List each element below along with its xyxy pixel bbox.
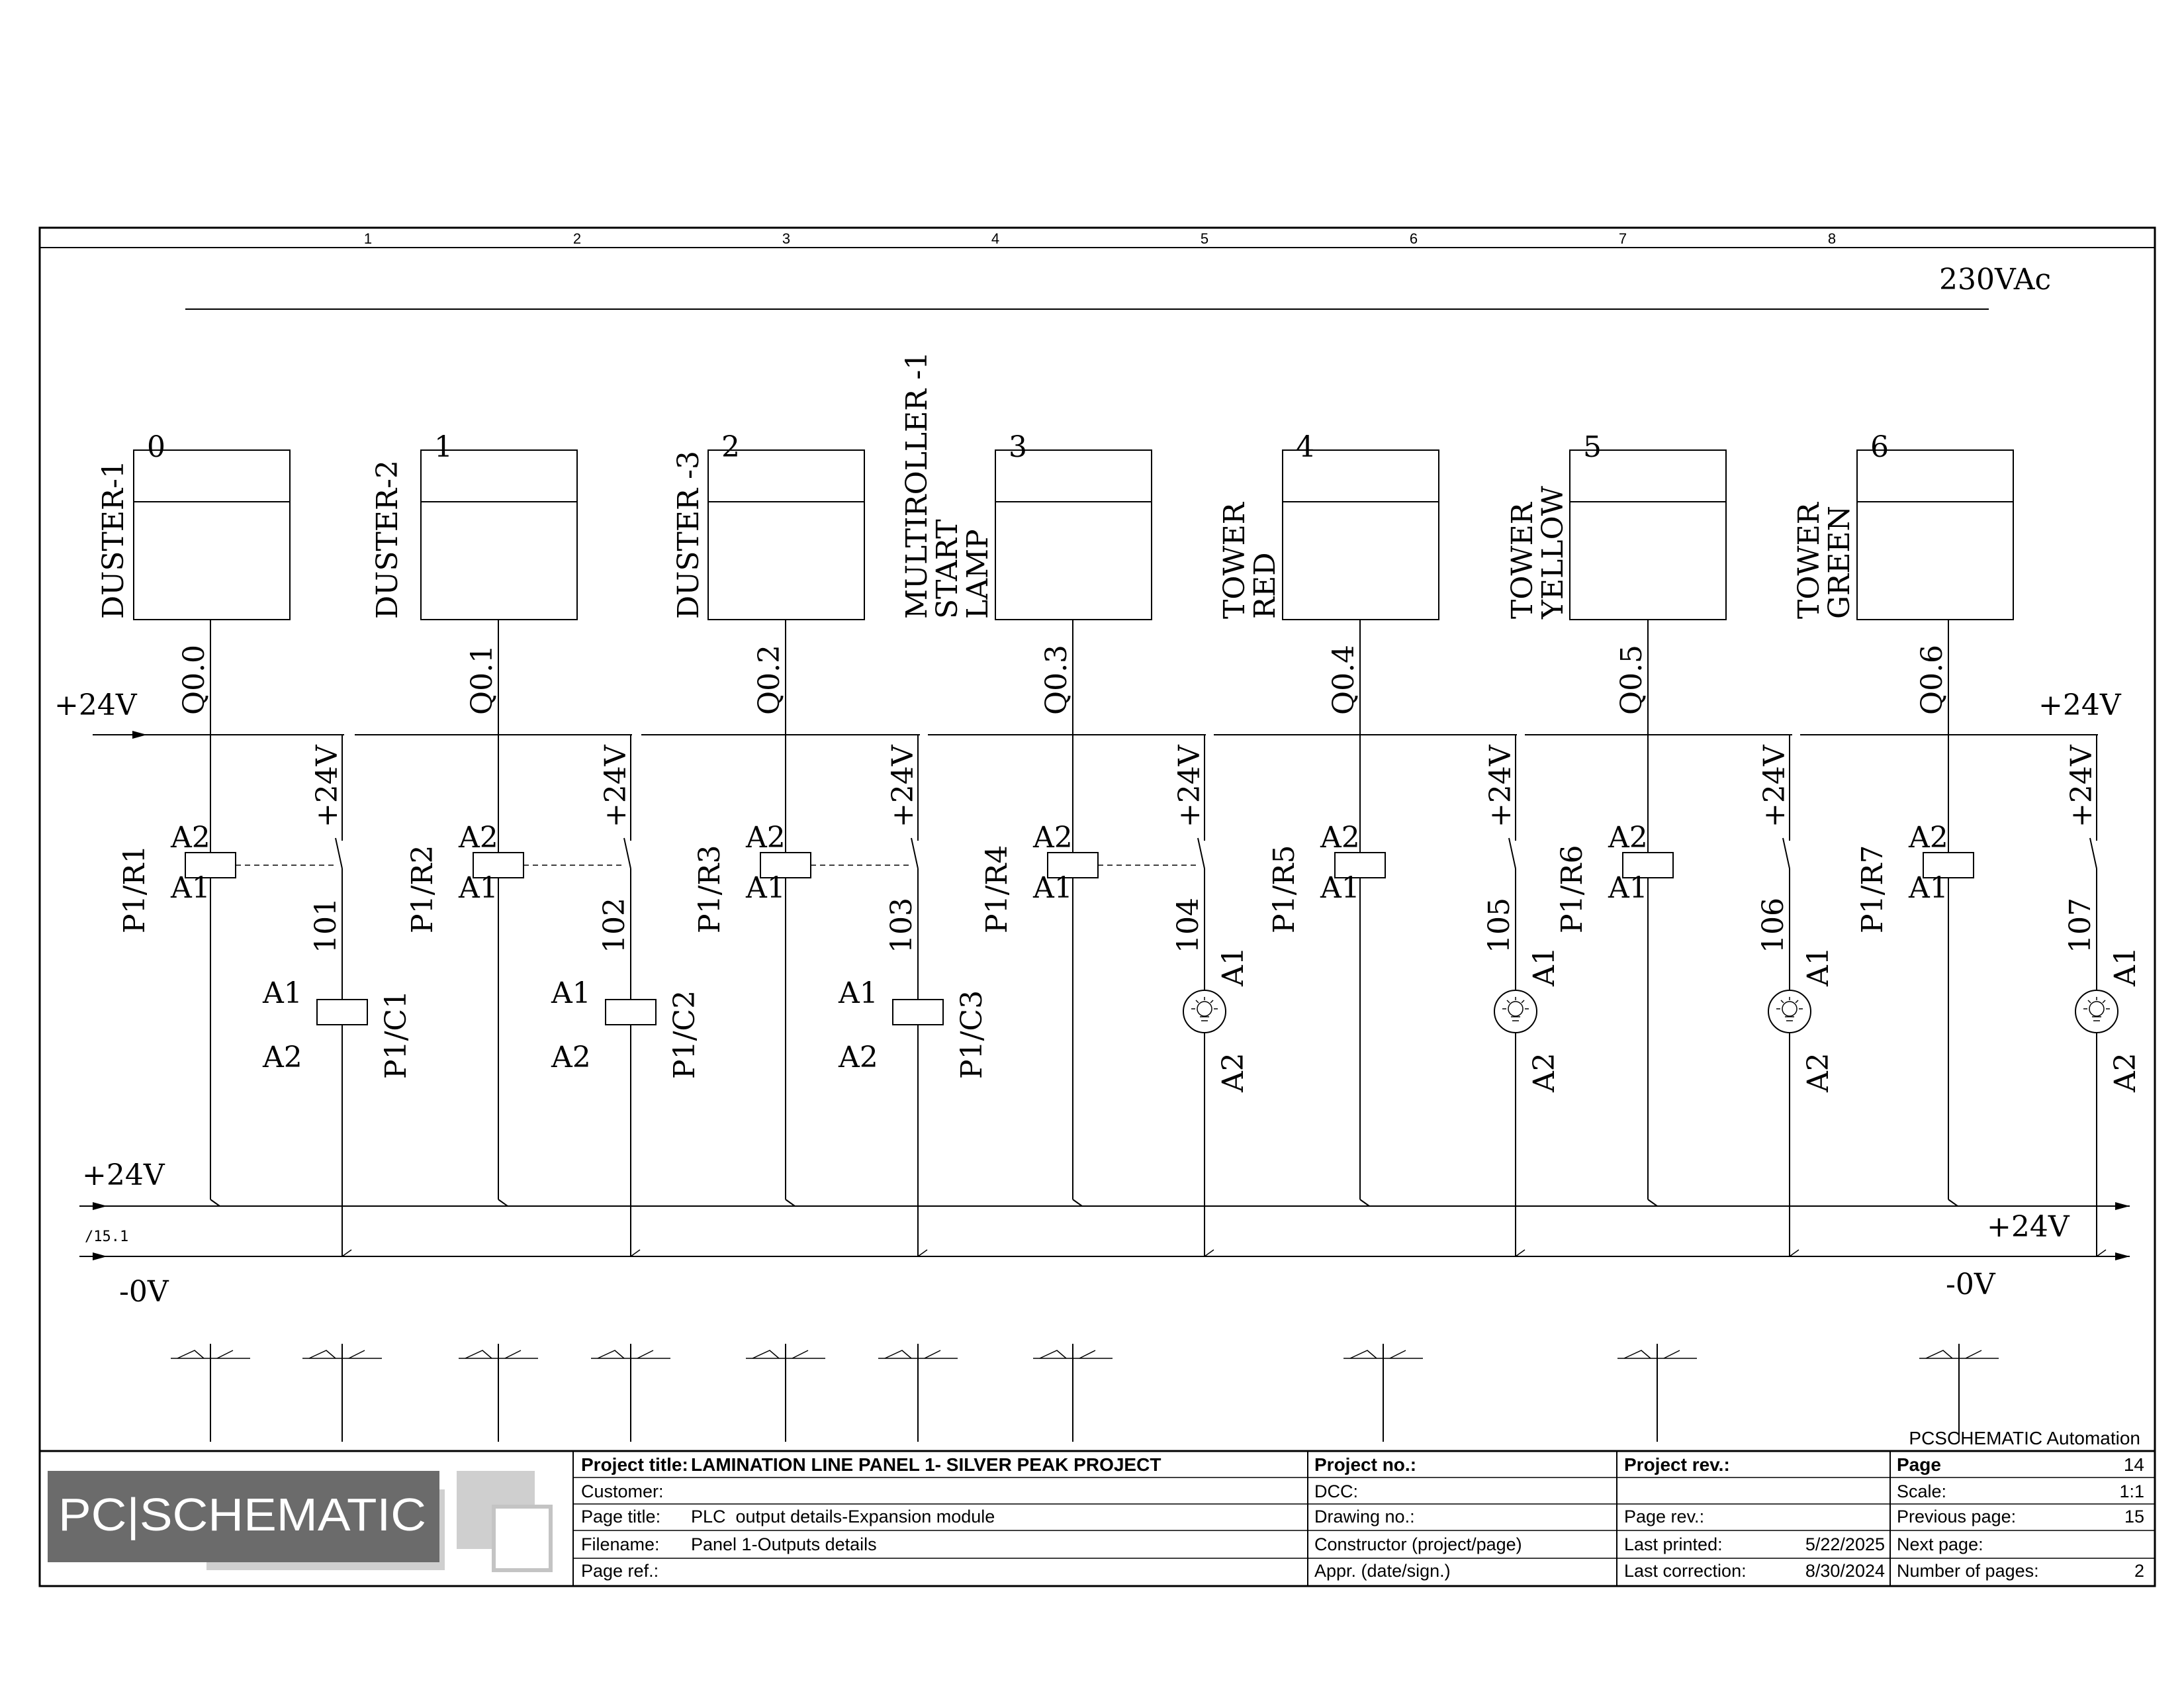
output-name: TOWER [1506,502,1539,619]
output-number: 6 [1870,430,1889,464]
contact-wire-number: 107 [2064,898,2097,953]
relay-tag: P1/R6 [1555,845,1589,933]
terminal-a2: A2 [459,821,498,855]
contactor-coil [893,1000,943,1025]
indicator-lamp-icon [2075,990,2118,1033]
relay-tag: P1/R4 [980,845,1014,933]
contact-wire-number: 101 [309,898,343,953]
column-number: 7 [1618,230,1627,247]
terminal-a2: A2 [1608,821,1648,855]
plus24-rail-label-right: +24V [1987,1210,2070,1244]
contactor-a1: A1 [551,976,591,1010]
column-number: 6 [1409,230,1418,247]
page-title-label: Page title: [581,1507,661,1526]
output-address: Q0.5 [1615,644,1649,715]
contactor-tag: P1/C3 [955,990,989,1079]
output-module-box [995,450,1152,620]
bus-label-right: +24V [2038,688,2121,722]
column-number: 1 [363,230,373,247]
column-number: 5 [1200,230,1209,247]
lamp-a2: A2 [2109,1053,2142,1092]
lamp-a2: A2 [1216,1053,1250,1092]
page-rev-label: Page rev.: [1624,1507,1705,1526]
relay-tag: P1/R3 [693,845,727,933]
relay-contact [1783,838,1790,868]
project-rev-label: Project rev.: [1624,1454,1730,1475]
rail-tap [918,1250,927,1256]
dcc-label: DCC: [1314,1481,1358,1501]
rail-tap [498,1199,508,1206]
contact-mirror-symbol [1033,1344,1113,1442]
output-channels [97,352,2142,1256]
terminal-a1: A1 [1320,871,1360,905]
output-channel [900,352,1250,1256]
output-address: Q0.1 [465,644,499,715]
rail-tap [1360,1199,1369,1206]
contact-mirror-symbol [302,1344,382,1442]
terminal-a2: A2 [746,821,786,855]
scale-value: 1:1 [2119,1481,2144,1501]
output-name: DUSTER -3 [672,451,705,619]
number-of-pages-label: Number of pages: [1897,1561,2039,1581]
lamp-a2: A2 [1527,1053,1561,1092]
filename-label: Filename: [581,1534,660,1554]
indicator-lamp-icon [1183,990,1226,1033]
customer-label: Customer: [581,1481,664,1501]
zero-rail-label-left: -0V [119,1275,169,1309]
output-module-box [134,450,290,620]
output-address: Q0.0 [177,644,211,715]
contactor-tag: P1/C2 [668,990,702,1079]
contact-mirror-symbol [171,1344,250,1442]
lamp-a1: A1 [1216,947,1250,986]
contactor-a1: A1 [263,976,302,1010]
contact-supply-label: +24V [1758,745,1792,827]
rail-tap [786,1199,795,1206]
pcschematic-logo [48,1471,551,1570]
logo-text: PC|SCHEMATIC [58,1489,426,1540]
rail-tap [1648,1199,1657,1206]
contact-wire-number: 103 [885,898,919,953]
contact-mirror-symbol [1617,1344,1697,1442]
rail-tap [210,1199,220,1206]
relay-contact [1198,838,1205,868]
lamp-a2: A2 [1801,1053,1835,1092]
contact-mirror-symbol [746,1344,825,1442]
brand-name: PCSCHEMATIC Automation [1909,1428,2140,1448]
column-number: 2 [572,230,582,247]
contact-mirror-symbol [1343,1344,1423,1442]
output-address: Q0.3 [1040,644,1073,715]
contact-mirror-symbol [591,1344,670,1442]
project-no-label: Project no.: [1314,1454,1417,1475]
output-number: 1 [434,430,453,464]
filename: Panel 1-Outputs details [691,1534,877,1554]
contact-supply-label: +24V [2065,745,2099,827]
lower-rails [79,1206,2130,1256]
output-name: GREEN [1823,505,1856,619]
indicator-lamp-icon [1494,990,1537,1033]
last-correction-label: Last correction: [1624,1561,1747,1581]
project-title: LAMINATION LINE PANEL 1- SILVER PEAK PROJECT [691,1454,1161,1475]
bus-arrow-left [132,731,147,739]
last-printed-label: Last printed: [1624,1534,1723,1554]
output-name: YELLOW [1536,486,1570,619]
output-name: TOWER [1218,502,1251,619]
contactor-a2: A2 [551,1041,591,1074]
contact-mirror-symbol [1919,1344,1999,1442]
contact-supply-label: +24V [886,745,920,827]
page-title: PLC output details-Expansion module [691,1507,995,1526]
rail-arrows [93,1202,2130,1260]
page-number: 14 [2123,1454,2144,1475]
output-channel [1506,430,1835,1256]
relay-contact [624,838,631,868]
output-name: LAMP [961,529,995,619]
contact-supply-label: +24V [599,745,633,827]
contact-mirror-symbol [878,1344,958,1442]
lamp-a1: A1 [2109,947,2142,986]
page-label: Page [1897,1454,1941,1475]
relay-contact [911,838,918,868]
contact-wire-number: 102 [598,898,631,953]
contactor-coil [606,1000,656,1025]
column-number: 3 [782,230,791,247]
rail-tap [1205,1250,1214,1256]
relay-tag: P1/R7 [1856,845,1889,933]
lamp-a1: A1 [1527,947,1561,986]
last-printed: 5/22/2025 [1805,1534,1885,1554]
plus24-rail-label-left: +24V [82,1158,165,1192]
output-number: 3 [1009,430,1027,464]
rail-tap [1948,1199,1958,1206]
rail-tap [2097,1250,2106,1256]
contactor-coil [317,1000,367,1025]
contact-wire-number: 104 [1171,898,1205,953]
title-block [40,1428,2155,1586]
contactor-tag: P1/C1 [379,990,413,1079]
output-name: START [931,519,964,619]
output-channel [1792,430,2142,1256]
lamp-a1: A1 [1801,947,1835,986]
output-module-box [421,450,577,620]
cross-reference: /15.1 [85,1229,129,1245]
rail-tap [1073,1199,1082,1206]
output-module-box [1857,450,2013,620]
output-name: DUSTER-2 [371,460,404,619]
output-address: Q0.4 [1327,644,1361,715]
rail-tap [342,1250,351,1256]
terminal-a1: A1 [746,871,786,905]
output-name: RED [1248,552,1282,619]
terminal-a1: A1 [1909,871,1948,905]
zero-rail-label-right: -0V [1946,1268,1995,1301]
output-channel [371,430,702,1256]
contact-wire-number: 106 [1756,898,1790,953]
terminal-a1: A1 [1608,871,1648,905]
scale-label: Scale: [1897,1481,1947,1501]
page-ref-label: Page ref.: [581,1561,659,1581]
contactor-a2: A2 [839,1041,878,1074]
output-channel [97,430,413,1256]
rail-tap [1516,1250,1525,1256]
contactor-a2: A2 [263,1041,302,1074]
next-page-label: Next page: [1897,1534,1983,1554]
approval-label: Appr. (date/sign.) [1314,1561,1451,1581]
contact-supply-label: +24V [1484,745,1518,827]
contact-wire-number: 105 [1482,898,1516,953]
column-number: 4 [991,230,1000,247]
drawing-frame [40,228,2155,1586]
terminal-a1: A1 [459,871,498,905]
output-number: 0 [147,430,165,464]
output-module-box [1570,450,1726,620]
output-name: TOWER [1792,502,1826,619]
relay-tag: P1/R5 [1267,845,1301,933]
output-number: 2 [721,430,740,464]
contactor-a1: A1 [839,976,878,1010]
output-module-box [708,450,864,620]
column-number: 8 [1827,230,1837,247]
terminal-a1: A1 [171,871,210,905]
column-ruler [364,230,1836,247]
project-title-label: Project title: [581,1454,688,1475]
contact-mirrors [171,1344,1999,1442]
rail-tap [1790,1250,1799,1256]
output-module-box [1283,450,1439,620]
terminal-a1: A1 [1033,871,1073,905]
terminal-a2: A2 [1320,821,1360,855]
relay-tag: P1/R2 [406,845,439,933]
ac-rail-label: 230VAc [1939,263,2052,297]
output-name: DUSTER-1 [97,460,130,619]
previous-page: 15 [2124,1507,2144,1526]
terminal-a2: A2 [1909,821,1948,855]
relay-tag: P1/R1 [118,845,152,933]
last-correction: 8/30/2024 [1805,1561,1885,1581]
relay-contact [336,838,342,868]
contact-supply-label: +24V [310,745,344,827]
rail-tap [631,1250,640,1256]
indicator-lamp-icon [1768,990,1811,1033]
relay-contact [1509,838,1516,868]
terminal-a2: A2 [171,821,210,855]
output-address: Q0.2 [752,644,786,715]
terminal-a2: A2 [1033,821,1073,855]
output-address: Q0.6 [1915,644,1949,715]
output-number: 5 [1583,430,1602,464]
contact-supply-label: +24V [1173,745,1206,827]
output-number: 4 [1296,430,1314,464]
output-name: MULTIROLLER -1 [900,351,934,619]
previous-page-label: Previous page: [1897,1507,2017,1526]
contact-mirror-symbol [459,1344,538,1442]
number-of-pages: 2 [2134,1561,2144,1581]
constructor-label: Constructor (project/page) [1314,1534,1522,1554]
bus-label-left: +24V [54,688,137,722]
relay-contact [2090,838,2097,868]
drawing-no-label: Drawing no.: [1314,1507,1415,1526]
